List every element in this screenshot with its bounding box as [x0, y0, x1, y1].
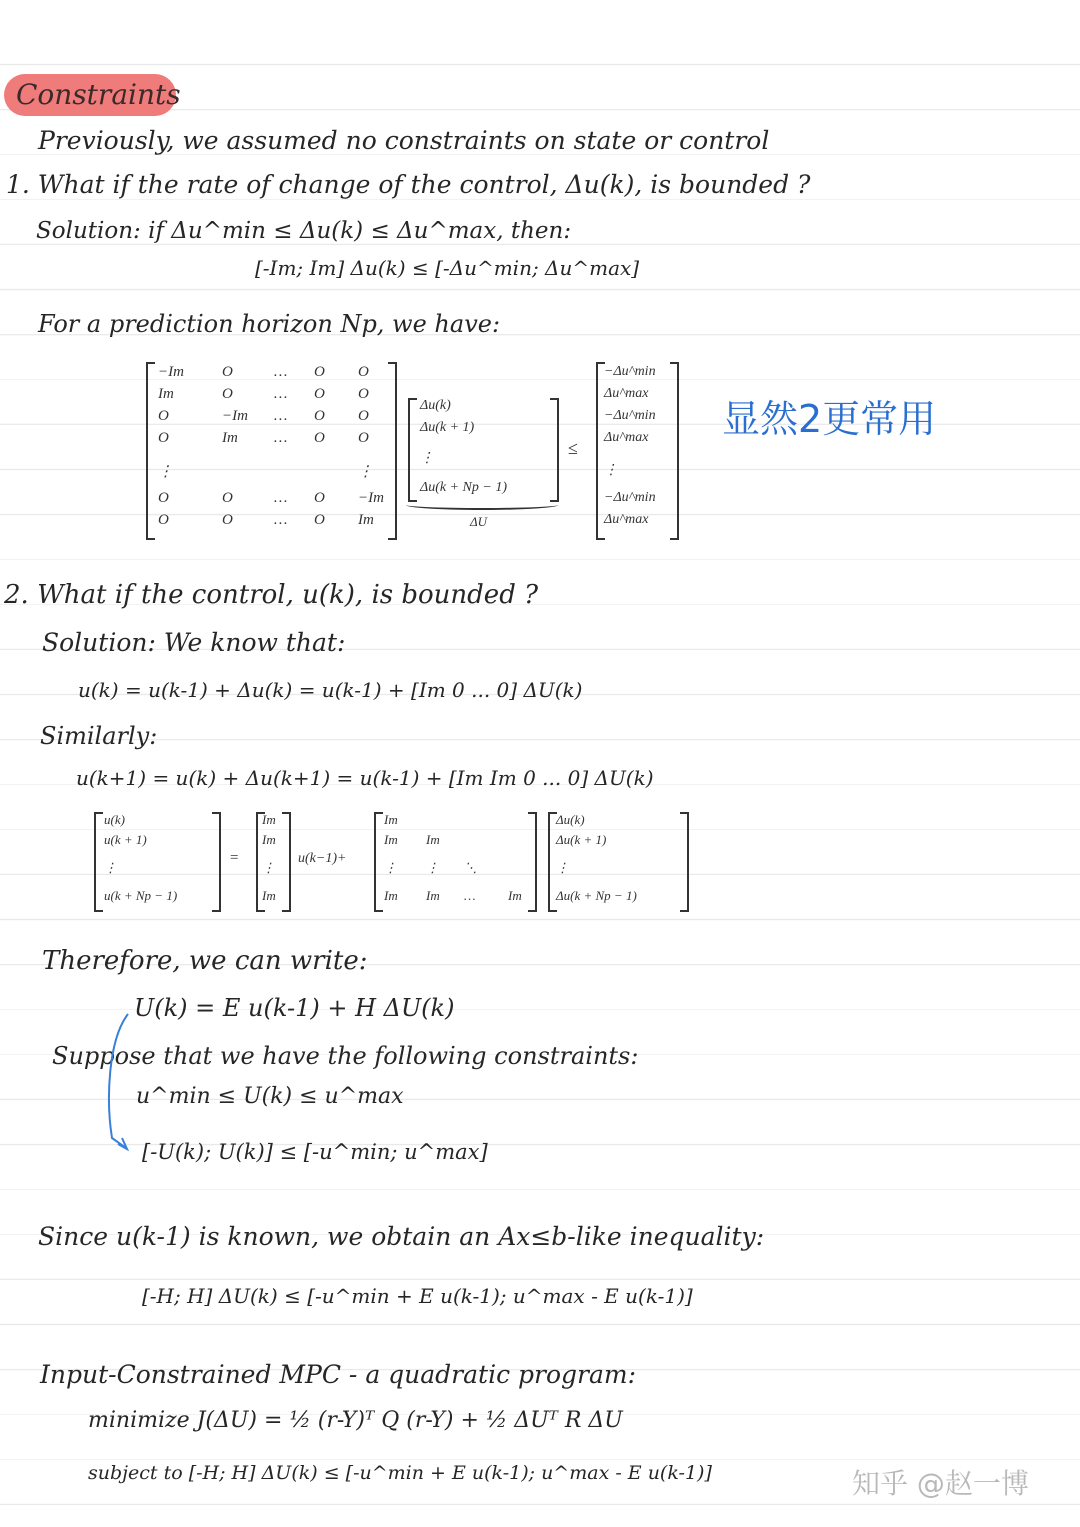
- matrix1-cell: O: [314, 364, 325, 380]
- matrix1-cell: O: [314, 430, 325, 446]
- matrix1-cell: O: [314, 408, 325, 424]
- matrix1-cell: Im: [358, 512, 374, 528]
- horizon-line: For a prediction horizon Np, we have:: [38, 310, 501, 338]
- qp-title: Input-Constrained MPC - a quadratic program:: [40, 1360, 637, 1389]
- matrix1-cell: O: [314, 490, 325, 506]
- blue-annotation: 显然2更常用: [722, 397, 937, 441]
- suppose-line: Suppose that we have the following constraints:: [52, 1042, 639, 1070]
- m2-lower-entry: Im: [426, 832, 440, 847]
- matrix1-cell: ⋮: [358, 464, 373, 480]
- equation-uk: u(k) = u(k-1) + Δu(k) = u(k-1) + [Im 0 ... 0] ΔU(k): [78, 678, 583, 702]
- matrix1-cell: …: [274, 364, 288, 380]
- matrix1-cell: O: [222, 386, 233, 402]
- question-1: 1. What if the rate of change of the control, Δu(k), is bounded ?: [6, 170, 811, 199]
- matrix1-cell: O: [222, 490, 233, 506]
- matrix1-cell: Im: [158, 386, 174, 402]
- m2-equals: =: [230, 850, 239, 866]
- rhs-entry: ⋮: [604, 463, 618, 478]
- m2-lhs-entry: u(k + Np − 1): [104, 888, 178, 903]
- matrix1-cell: …: [274, 408, 288, 424]
- intro-line: Previously, we assumed no constraints on state or control: [38, 126, 770, 155]
- solution-2: Solution: We know that:: [42, 628, 346, 657]
- matrix1-cell: ⋮: [158, 464, 173, 480]
- m2-vec-entry: Δu(k): [556, 812, 585, 827]
- matrix1-cell: O: [314, 386, 325, 402]
- rhs-entry: Δu^max: [604, 512, 649, 527]
- m2-lower-entry: ⋮: [384, 860, 397, 875]
- matrix1-cell: O: [358, 430, 369, 446]
- m2-col-entry: Im: [262, 888, 276, 903]
- matrix1-cell: …: [274, 512, 288, 528]
- solution-1: Solution: if Δu^min ≤ Δu(k) ≤ Δu^max, then:: [36, 218, 572, 244]
- similarly-label: Similarly:: [40, 722, 158, 750]
- vector1-right-bracket: [550, 398, 559, 502]
- m2-lower-entry: Im: [384, 888, 398, 903]
- underbrace: [406, 500, 558, 510]
- matrix1-cell: −Im: [358, 490, 384, 506]
- m2-col-entry: ⋮: [262, 860, 275, 875]
- vector1-entry: Δu(k + 1): [420, 420, 475, 435]
- matrix1-cell: O: [358, 364, 369, 380]
- vector1-entry: Δu(k + Np − 1): [420, 480, 507, 495]
- m2-lower-entry: Im: [384, 832, 398, 847]
- rhs-entry: −Δu^min: [604, 364, 656, 379]
- rhs-entry: Δu^max: [604, 386, 649, 401]
- m2-lower-entry: Im: [384, 812, 398, 827]
- underbrace-label: ΔU: [470, 514, 488, 529]
- matrix1-cell: O: [358, 408, 369, 424]
- rhs-entry: −Δu^min: [604, 408, 656, 423]
- vector1-entry: Δu(k): [420, 398, 451, 413]
- page-title: Constraints: [16, 78, 181, 111]
- m2-lower-entry: Im: [426, 888, 440, 903]
- equation-U: U(k) = E u(k-1) + H ΔU(k): [134, 994, 455, 1022]
- m2-lhs-entry: u(k): [104, 812, 125, 827]
- m2-lower-entry: Im: [508, 888, 522, 903]
- vector1-entry: ⋮: [420, 451, 434, 466]
- matrix1-cell: O: [222, 364, 233, 380]
- matrix1-cell: O: [358, 386, 369, 402]
- stacked-inequality: [-U(k); U(k)] ≤ [-u^min; u^max]: [142, 1140, 488, 1164]
- subject-to-line: subject to [-H; H] ΔU(k) ≤ [-u^min + E u(k-1); u^max - E u(k-1)]: [88, 1462, 712, 1484]
- m2-lhs-entry: u(k + 1): [104, 832, 147, 847]
- rhs-entry: −Δu^min: [604, 490, 656, 505]
- matrix1-cell: …: [274, 430, 288, 446]
- therefore-line: Therefore, we can write:: [42, 946, 368, 976]
- matrix1-cell: O: [158, 512, 169, 528]
- m2-lhs-left: [94, 812, 103, 912]
- matrix1-cell: …: [274, 386, 288, 402]
- final-inequality: [-H; H] ΔU(k) ≤ [-u^min + E u(k-1); u^max - E u(k-1)]: [142, 1284, 693, 1308]
- m2-col-entry: Im: [262, 832, 276, 847]
- m2-lhs-right: [212, 812, 221, 912]
- leq-sign: ≤: [568, 438, 578, 458]
- equation-uk1: u(k+1) = u(k) + Δu(k+1) = u(k-1) + [Im Im 0 ... 0] ΔU(k): [76, 766, 654, 790]
- matrix1-left-bracket: [146, 362, 155, 540]
- m2-lower-left: [374, 812, 383, 912]
- m2-lower-right: [528, 812, 537, 912]
- watermark: 知乎 @赵一博: [852, 1467, 1029, 1500]
- minimize-line: minimize J(ΔU) = ½ (r-Y)ᵀ Q (r-Y) + ½ ΔUᵀ R ΔU: [88, 1408, 623, 1433]
- m2-mid-term: u(k−1)+: [298, 851, 347, 866]
- m2-lhs-entry: ⋮: [104, 860, 117, 875]
- matrix1-cell: O: [158, 430, 169, 446]
- m2-col-entry: Im: [262, 812, 276, 827]
- matrix1-right-bracket: [388, 362, 397, 540]
- m2-lower-entry: …: [464, 888, 476, 903]
- m2-vec-entry: Δu(k + 1): [556, 832, 607, 847]
- inequality-1: [-Im; Im] Δu(k) ≤ [-Δu^min; Δu^max]: [255, 256, 640, 280]
- vector1-left-bracket: [408, 398, 417, 502]
- matrix1-cell: −Im: [158, 364, 184, 380]
- m2-col-right: [282, 812, 291, 912]
- blue-arrow-icon: [100, 1010, 140, 1160]
- matrix1-cell: O: [158, 490, 169, 506]
- m2-lower-entry: ⋱: [464, 860, 477, 875]
- m2-vec-entry: ⋮: [556, 860, 569, 875]
- rhs1-right-bracket: [670, 362, 679, 540]
- matrix1-cell: …: [274, 490, 288, 506]
- matrix1-cell: O: [158, 408, 169, 424]
- rhs-entry: Δu^max: [604, 430, 649, 445]
- m2-lower-entry: ⋮: [426, 860, 439, 875]
- m2-vec-right: [680, 812, 689, 912]
- matrix1-cell: O: [314, 512, 325, 528]
- title-badge: [4, 74, 181, 116]
- matrix1-cell: −Im: [222, 408, 248, 424]
- since-line: Since u(k-1) is known, we obtain an Ax≤b-like inequality:: [38, 1222, 765, 1251]
- matrix1-cell: O: [222, 512, 233, 528]
- matrix1-cell: Im: [222, 430, 238, 446]
- question-2: 2. What if the control, u(k), is bounded ?: [4, 580, 539, 610]
- m2-vec-entry: Δu(k + Np − 1): [556, 888, 637, 903]
- bounds-line: u^min ≤ U(k) ≤ u^max: [136, 1084, 404, 1109]
